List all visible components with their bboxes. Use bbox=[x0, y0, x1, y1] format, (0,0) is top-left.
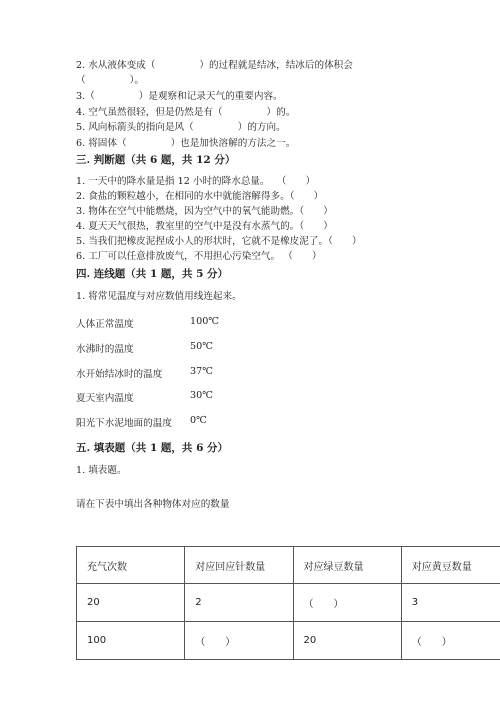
table-answer-cell[interactable]: （ ） bbox=[293, 584, 401, 622]
judge-item-text: 3. 物体在空气中能燃烧，因为空气中的氧气能助燃。 bbox=[76, 206, 300, 217]
fill-item-2-cont-b: ）。 bbox=[129, 75, 144, 86]
fill-item-6 bbox=[76, 137, 295, 151]
judge-item bbox=[76, 190, 323, 204]
section-heading-match: 四. 连线题（共 1 题，共 5 分） bbox=[76, 268, 229, 280]
fill-item-5 bbox=[76, 121, 286, 135]
fill-item-4 bbox=[76, 106, 295, 120]
judge-item-text: 1. 一天中的降水量是指 12 小时的降水总量。 bbox=[76, 176, 270, 187]
match-instruction: 1. 将常见温度与对应数值用线连起来。 bbox=[76, 291, 242, 302]
fill-item-3-text-a: 3.（ bbox=[76, 91, 95, 102]
match-right-item[interactable]: 100℃ bbox=[190, 316, 220, 327]
answer-parentheses[interactable]: （ ） bbox=[289, 191, 324, 202]
fill-item-5-text-a: 5. 风向标箭头的指向是风（ bbox=[76, 122, 194, 133]
section-heading-judge: 三. 判断题（共 6 题，共 12 分） bbox=[76, 154, 236, 166]
judge-item-text: 5. 当我们把橡皮泥捏成小人的形状时，它就不是橡皮泥了。 bbox=[76, 236, 329, 247]
judge-item bbox=[76, 235, 362, 249]
match-left-item[interactable]: 阳光下水泥地面的温度 bbox=[76, 418, 172, 429]
judge-item bbox=[76, 205, 333, 219]
table-caption: 请在下表中填出各种物体对应的数量 bbox=[76, 499, 230, 510]
judge-item-text: 2. 食盐的颗粒越小，在相同的水中就能溶解得多。 bbox=[76, 191, 290, 202]
table-cell: 20 bbox=[77, 584, 185, 622]
match-right-item[interactable]: 37℃ bbox=[190, 366, 213, 377]
match-left-item[interactable]: 水开始结冰时的温度 bbox=[76, 369, 163, 380]
answer-parentheses[interactable]: （ ） bbox=[299, 206, 333, 217]
table-header-cell: 对应绿豆数量 bbox=[293, 547, 401, 584]
match-right-item[interactable]: 50℃ bbox=[190, 341, 213, 352]
fill-item-4-text-b: ）的。 bbox=[266, 107, 296, 118]
match-right-item[interactable]: 0℃ bbox=[190, 415, 207, 426]
judge-item-text: 4. 夏天天气很热，教室里的空气中是没有水蒸气的。 bbox=[76, 221, 300, 232]
table-cell: 3 bbox=[401, 584, 500, 622]
fill-item-2 bbox=[76, 59, 353, 73]
match-left-item[interactable]: 水沸时的温度 bbox=[76, 344, 134, 355]
fill-item-3-text-b: ）是观察和记录天气的重要内容。 bbox=[138, 91, 283, 102]
table-row bbox=[77, 622, 500, 660]
fill-item-2-continued bbox=[76, 74, 144, 88]
table-cell: 20 bbox=[293, 622, 401, 660]
table-header-row bbox=[77, 547, 500, 584]
answer-parentheses[interactable]: （ ） bbox=[328, 236, 362, 247]
fill-table bbox=[76, 546, 500, 660]
table-header-cell: 对应回应针数量 bbox=[185, 547, 293, 584]
fill-item-2-text-b: ）的过程就是结冰，结冰后的体积会 bbox=[199, 60, 353, 71]
fill-item-6-text-b: ）也是加快溶解的方法之一。 bbox=[170, 138, 296, 149]
judge-item bbox=[76, 220, 333, 234]
match-right-item[interactable]: 30℃ bbox=[190, 390, 213, 401]
table-answer-cell[interactable]: （ ） bbox=[185, 622, 293, 660]
match-left-item[interactable]: 夏天室内温度 bbox=[76, 393, 134, 404]
table-instruction: 1. 填表题。 bbox=[76, 465, 127, 476]
table-cell: 2 bbox=[185, 584, 293, 622]
answer-parentheses[interactable]: （ ） bbox=[288, 251, 322, 262]
table-answer-cell[interactable]: （ ） bbox=[401, 622, 500, 660]
fill-item-4-text-a: 4. 空气虽然很轻，但是仍然是有（ bbox=[76, 107, 223, 118]
judge-item-text: 6. 工厂可以任意排放废气，不用担心污染空气。 bbox=[76, 251, 281, 262]
judge-item bbox=[76, 175, 315, 189]
fill-item-3 bbox=[76, 90, 283, 104]
table-header-cell: 充气次数 bbox=[77, 547, 185, 584]
match-left-item[interactable]: 人体正常温度 bbox=[76, 319, 134, 330]
table-row bbox=[77, 584, 500, 622]
answer-parentheses[interactable]: （ ） bbox=[299, 221, 333, 232]
fill-item-2-text-a: 2. 水从液体变成（ bbox=[76, 60, 156, 71]
judge-item bbox=[76, 250, 322, 264]
table-cell: 100 bbox=[77, 622, 185, 660]
answer-parentheses[interactable]: （ ） bbox=[281, 176, 316, 187]
fill-item-2-cont-a: （ bbox=[76, 75, 86, 86]
fill-item-6-text-a: 6. 将固体（ bbox=[76, 138, 127, 149]
table-header-cell: 对应黄豆数量 bbox=[401, 547, 500, 584]
section-heading-table: 五. 填表题（共 1 题，共 6 分） bbox=[76, 442, 229, 454]
fill-item-5-text-b: ）的方向。 bbox=[237, 122, 286, 133]
